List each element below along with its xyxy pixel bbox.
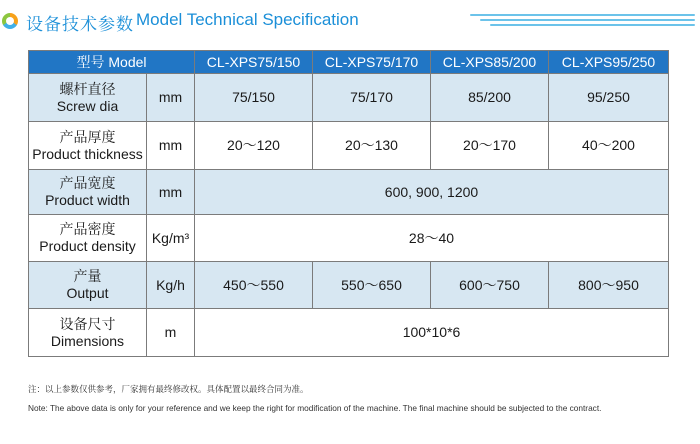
- param-name: 产品宽度 Product width: [29, 170, 147, 215]
- param-value-merged: 28～40: [195, 215, 669, 262]
- note-chinese: 注：以上参数仅供参考，厂家拥有最终修改权。具体配置以最终合同为准。: [28, 384, 309, 394]
- table-row-width: [29, 170, 669, 215]
- table-row-thickness: [29, 122, 669, 170]
- param-value: 600～750: [431, 262, 549, 309]
- param-value: 95/250: [549, 74, 669, 122]
- param-name: 螺杆直径 Screw dia: [29, 74, 147, 122]
- param-value: 75/170: [313, 74, 431, 122]
- model-header: 型号 Model: [29, 51, 195, 74]
- model-col-2: CL-XPS75/170: [313, 51, 431, 74]
- model-col-4: CL-XPS95/250: [549, 51, 669, 74]
- model-col-1: CL-XPS75/150: [195, 51, 313, 74]
- spec-table: [28, 50, 669, 357]
- param-value: 20～120: [195, 122, 313, 170]
- table-row-dimensions: [29, 309, 669, 357]
- tri-color-circle-icon: [2, 13, 18, 29]
- param-unit: mm: [147, 74, 195, 122]
- table-row-density: [29, 215, 669, 262]
- param-name: 产品密度 Product density: [29, 215, 147, 262]
- footnotes: [28, 383, 698, 414]
- param-value: 75/150: [195, 74, 313, 122]
- param-value: 20～130: [313, 122, 431, 170]
- param-value: 450～550: [195, 262, 313, 309]
- table-header-row: [29, 51, 669, 74]
- param-unit: mm: [147, 170, 195, 215]
- param-value: 85/200: [431, 74, 549, 122]
- param-name: 设备尺寸 Dimensions: [29, 309, 147, 357]
- param-value: 20～170: [431, 122, 549, 170]
- model-col-3: CL-XPS85/200: [431, 51, 549, 74]
- title-english: Model Technical Specification: [136, 10, 359, 29]
- param-value: 550～650: [313, 262, 431, 309]
- section-header: [0, 0, 700, 44]
- param-name: 产品厚度 Product thickness: [29, 122, 147, 170]
- note-english: Note: The above data is only for your reference and we keep the right for modification of the machine. The final machine should be subjected to the contract.: [28, 403, 602, 413]
- param-value-merged: 100*10*6: [195, 309, 669, 357]
- param-unit: m: [147, 309, 195, 357]
- param-unit: Kg/h: [147, 262, 195, 309]
- table-row-screw-dia: [29, 74, 669, 122]
- param-value: 40～200: [549, 122, 669, 170]
- table-row-output: [29, 262, 669, 309]
- param-unit: Kg/m³: [147, 215, 195, 262]
- title-chinese: 设备技术参数: [26, 15, 134, 34]
- decorative-lines: [470, 14, 695, 28]
- param-value-merged: 600, 900, 1200: [195, 170, 669, 215]
- param-name: 产量 Output: [29, 262, 147, 309]
- param-unit: mm: [147, 122, 195, 170]
- param-value: 800～950: [549, 262, 669, 309]
